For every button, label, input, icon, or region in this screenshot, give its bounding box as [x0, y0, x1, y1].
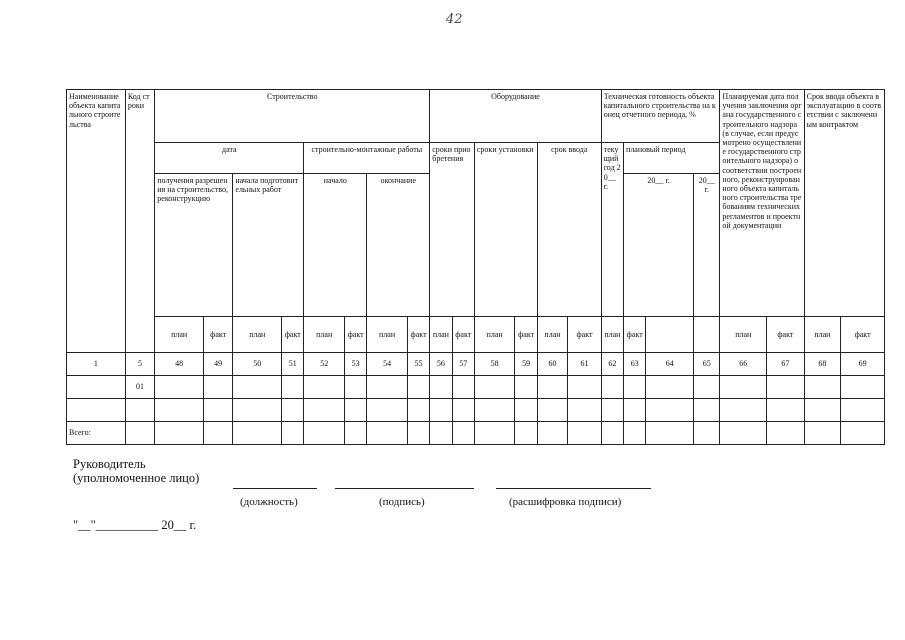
col-number: 55: [407, 353, 429, 376]
col-plan: план: [367, 317, 408, 353]
header-planned-conclusion-date: Планируемая дата получения заключения органа государственного строительного надзора (в случае, если предусмотрено осуществление государственного строительного надзора) о соответствии построенного, реконструированного объекта капитального строительства требованиям технических регламентов и проектной документации: [720, 90, 804, 317]
col-number: 58: [474, 353, 515, 376]
col-fact: факт: [344, 317, 366, 353]
col-number: 48: [155, 353, 204, 376]
col-plan: план: [537, 317, 567, 353]
col-fact: факт: [203, 317, 232, 353]
col-number: 69: [841, 353, 885, 376]
col-number: 5: [125, 353, 154, 376]
col-fact: факт: [282, 317, 304, 353]
col-fact: факт: [515, 317, 537, 353]
header-installation-terms: сроки установки: [474, 143, 537, 317]
decode-line: [496, 488, 651, 489]
col-number: 54: [367, 353, 408, 376]
col-empty: [646, 317, 694, 353]
construction-progress-table: [66, 89, 885, 445]
header-start: начало: [304, 174, 367, 317]
col-number: 52: [304, 353, 345, 376]
col-plan: план: [430, 317, 452, 353]
col-number: 65: [694, 353, 720, 376]
col-fact: факт: [841, 317, 885, 353]
col-number: 53: [344, 353, 366, 376]
col-fact: факт: [767, 317, 805, 353]
header-object-name: Наименование объекта капитального строительства: [67, 90, 126, 353]
col-number: 1: [67, 353, 126, 376]
header-preparatory-works: начала подготовительных работ: [233, 174, 304, 317]
col-number: 63: [624, 353, 646, 376]
header-row-code: Код строки: [125, 90, 154, 353]
col-fact: факт: [624, 317, 646, 353]
header-current-year: текущий год 20__ г.: [601, 143, 623, 317]
col-number: 60: [537, 353, 567, 376]
col-plan: план: [155, 317, 204, 353]
col-plan: план: [474, 317, 515, 353]
header-acquisition-terms: сроки приобретения: [430, 143, 475, 317]
col-number: 61: [568, 353, 602, 376]
header-equipment-commissioning: срок ввода: [537, 143, 601, 317]
col-plan: план: [304, 317, 345, 353]
signature-date: "__"__________ 20__ г.: [73, 518, 197, 532]
col-number: 62: [601, 353, 623, 376]
col-number: 66: [720, 353, 767, 376]
header-end: окончание: [367, 174, 430, 317]
col-number: 57: [452, 353, 474, 376]
signature-line: [335, 488, 474, 489]
col-fact: факт: [568, 317, 602, 353]
col-fact: факт: [407, 317, 429, 353]
col-number: 68: [804, 353, 841, 376]
col-empty: [694, 317, 720, 353]
header-plan-year-1: 20__ г.: [624, 174, 694, 317]
table-row: [67, 399, 885, 422]
header-permit: получения разрешения на строительство, реконструкцию: [155, 174, 233, 317]
header-plan-period: плановый период: [624, 143, 720, 174]
header-plan-year-2: 20__ г.: [694, 174, 720, 317]
total-label: Всего:: [67, 422, 126, 445]
signature-authorized: (уполномоченное лицо): [73, 471, 200, 485]
col-number: 56: [430, 353, 452, 376]
header-construction: Строительство: [155, 90, 430, 143]
position-caption: (должность): [240, 496, 298, 508]
col-fact: факт: [452, 317, 474, 353]
page-number: 42: [446, 12, 463, 27]
col-number: 50: [233, 353, 282, 376]
col-plan: план: [601, 317, 623, 353]
col-number: 59: [515, 353, 537, 376]
col-plan: план: [720, 317, 767, 353]
col-plan: план: [804, 317, 841, 353]
col-plan: план: [233, 317, 282, 353]
header-date: дата: [155, 143, 304, 174]
header-technical-readiness: Техническая готовность объекта капитального строительства на конец отчетного периода, %: [601, 90, 720, 143]
col-number: 64: [646, 353, 694, 376]
table-row: [67, 422, 885, 445]
col-number: 67: [767, 353, 805, 376]
header-equipment: Оборудование: [430, 90, 601, 143]
table-row: [67, 376, 885, 399]
header-construction-works: строительно-монтажные работы: [304, 143, 430, 174]
decode-caption: (расшифровка подписи): [509, 496, 622, 508]
signature-caption: (подпись): [379, 496, 425, 508]
signature-head: Руководитель: [73, 457, 146, 471]
header-commissioning-term: Срок ввода объекта в эксплуатацию в соответствии с заключенным контрактом: [804, 90, 884, 317]
row-code: 01: [125, 376, 154, 399]
position-line: [233, 488, 317, 489]
col-number: 51: [282, 353, 304, 376]
col-number: 49: [203, 353, 232, 376]
